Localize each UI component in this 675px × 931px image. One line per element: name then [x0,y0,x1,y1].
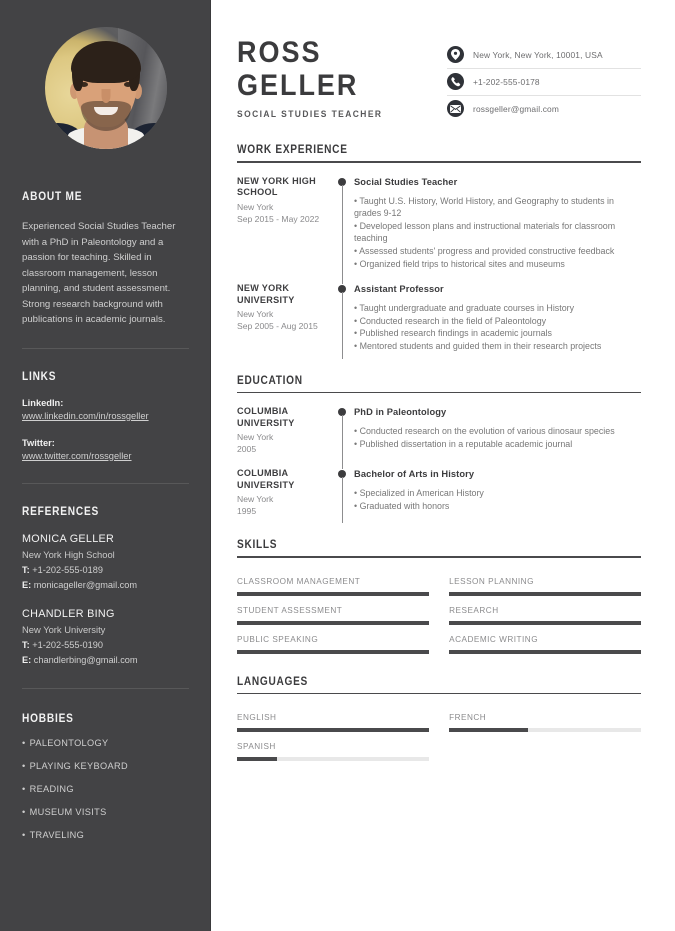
reference-email-label: E: [22,580,32,590]
about-text: Experienced Social Studies Teacher with a PhD in Paleontology and a passion for teaching. Skilled in classroom management, lesson planning, and student assessment. Strong research background with publications in academic journals. [22,221,176,325]
skills-heading: SKILLS [237,539,278,552]
link-url-linkedin[interactable]: www.linkedin.com/in/rossgeller [22,410,149,421]
hobby-label: PALEONTOLOGY [29,737,109,748]
reference-email-value: chandlerbing@gmail.com [33,655,138,665]
work-experience-section [237,144,641,353]
skill-bar-track [449,592,641,596]
language-label: SPANISH [237,742,276,752]
education-entry-dates: 2005 [237,444,257,455]
name-block [237,30,447,119]
portrait-illustration [45,27,167,149]
language-item [237,741,429,761]
language-bar-track [237,728,429,732]
reference-phone [22,564,189,578]
education-heading: EDUCATION [237,374,303,387]
section-rule [237,693,641,695]
references-section [22,506,189,668]
work-entry [237,283,641,352]
work-entry-role: Social Studies Teacher [354,176,458,187]
language-item [449,712,641,732]
skill-item [237,605,429,625]
hobby-item [22,807,189,817]
sidebar [0,0,211,931]
language-bar-fill [237,728,429,732]
last-name: GELLER [237,69,359,102]
divider [22,688,189,689]
languages-grid [237,703,641,761]
link-item-twitter [22,437,189,463]
hobby-item [22,738,189,748]
avatar [45,27,167,149]
about-section [22,191,189,328]
bullet-icon: • [22,760,26,771]
education-entry [237,468,641,517]
contact-row-address [447,42,641,69]
education-entry-location: New York [237,432,274,443]
language-item [237,712,429,732]
education-section [237,375,641,518]
work-entry-bullets [354,302,641,352]
reference-phone [22,639,189,653]
references-heading: REFERENCES [22,505,100,518]
link-url-twitter[interactable]: www.twitter.com/rossgeller [22,450,132,461]
timeline-marker [332,468,354,517]
skill-bar-fill [449,621,641,625]
about-heading: ABOUT ME [22,191,83,203]
timeline-line [342,292,343,358]
hobby-item [22,784,189,794]
education-entry-meta [237,406,332,455]
reference-item [22,532,189,593]
hobbies-heading: HOBBIES [22,712,74,725]
work-experience-heading: WORK EXPERIENCE [237,144,348,156]
skill-bar-fill [237,592,429,596]
link-item-linkedin [22,397,189,423]
work-entry-org: NEW YORK UNIVERSITY [237,283,295,305]
contact-address: New York, New York, 10001, USA [473,49,603,60]
languages-heading: LANGUAGES [237,675,309,688]
link-label: LinkedIn: [22,397,64,408]
first-name: ROSS [237,36,322,69]
skills-grid [237,567,641,654]
bullet: • Taught U.S. History, World History, and Geography to students in grades 9-12 [354,195,614,219]
education-entry-degree: Bachelor of Arts in History [354,469,475,480]
contact-row-email [447,96,641,122]
job-title: SOCIAL STUDIES TEACHER [237,108,383,119]
contact-row-phone [447,69,641,96]
bullet: • Taught undergraduate and graduate courses in History [354,303,575,314]
work-entry-dates: Sep 2005 - Aug 2015 [237,321,318,332]
language-bar-track [449,728,641,732]
reference-org: New York University [22,623,106,635]
bullet: • Mentored students and guided them in their research projects [354,340,602,351]
reference-email-label: E: [22,655,32,665]
skill-label: STUDENT ASSESSMENT [237,605,343,615]
divider [22,483,189,484]
skill-label: LESSON PLANNING [449,576,534,586]
bullet-icon: • [22,783,26,794]
contact-phone: +1-202-555-0178 [473,76,540,87]
bullet: • Specialized in American History [354,488,484,499]
envelope-icon [447,100,464,117]
reference-org: New York High School [22,548,115,560]
language-bar-track [237,757,429,761]
languages-section [237,676,641,762]
bullet-icon: • [22,806,26,817]
resume-header [237,30,641,122]
hobbies-section [22,713,189,840]
skill-item [237,634,429,654]
bullet: • Organized field trips to historical sites and museums [354,258,565,269]
skill-label: ACADEMIC WRITING [449,634,539,644]
reference-email [22,579,189,593]
reference-email [22,654,189,668]
education-entry-org: COLUMBIA UNIVERSITY [237,406,295,428]
timeline-line [342,477,343,523]
skill-item [449,576,641,596]
section-rule [237,556,641,558]
contact-email: rossgeller@gmail.com [473,103,559,114]
timeline-line [342,415,343,469]
timeline-marker [332,283,354,352]
work-entry-location: New York [237,201,274,212]
education-entry-degree: PhD in Paleontology [354,407,447,418]
hobby-label: READING [29,783,74,794]
skill-bar-track [237,621,429,625]
contact-block [447,30,641,122]
language-label: ENGLISH [237,713,277,723]
skill-bar-track [449,650,641,654]
timeline-marker [332,176,354,271]
divider [22,348,189,349]
education-entry-body [354,406,641,455]
skill-item [449,634,641,654]
work-entry-body [354,176,641,271]
language-label: FRENCH [449,713,487,723]
education-entry-bullets [354,425,641,450]
skills-section [237,539,641,654]
link-label: Twitter: [22,437,55,448]
skill-bar-fill [237,650,429,654]
links-heading: LINKS [22,370,57,383]
bullet: • Graduated with honors [354,500,450,511]
bullet: • Conducted research in the field of Paleontology [354,315,547,326]
education-entry-location: New York [237,494,274,505]
skill-label: PUBLIC SPEAKING [237,634,319,644]
skill-bar-fill [449,592,641,596]
work-entry-meta [237,283,332,352]
bullet-icon: • [22,737,26,748]
hobby-label: PLAYING KEYBOARD [29,760,128,771]
bullet: • Published research findings in academic journals [354,328,552,339]
work-entry-body [354,283,641,352]
section-rule [237,392,641,394]
education-entry-bullets [354,487,641,512]
skill-item [237,576,429,596]
education-entry-dates: 1995 [237,506,257,517]
work-entry-org: NEW YORK HIGH SCHOOL [237,175,317,198]
language-bar-fill [237,757,277,761]
skill-bar-fill [237,621,429,625]
education-entry-body [354,468,641,517]
bullet: • Conducted research on the evolution of various dinosaur species [354,426,615,437]
education-entry-meta [237,468,332,517]
links-section [22,371,189,463]
language-bar-fill [449,728,528,732]
education-entry-org: COLUMBIA UNIVERSITY [237,468,295,490]
reference-name: CHANDLER BING [22,607,115,620]
work-entry-dates: Sep 2015 - May 2022 [237,213,320,224]
hobby-label: TRAVELING [29,829,85,840]
location-pin-icon [447,46,464,63]
bullet: • Assessed students' progress and provided constructive feedback [354,245,615,256]
reference-email-value: monicageller@gmail.com [33,580,138,590]
hobby-label: MUSEUM VISITS [29,806,107,817]
reference-phone-value: +1-202-555-0189 [32,564,103,575]
education-entry [237,406,641,455]
main-content [211,0,675,931]
skill-label: RESEARCH [449,605,499,615]
phone-icon [447,73,464,90]
skill-bar-track [237,650,429,654]
reference-phone-value: +1-202-555-0190 [32,639,103,650]
section-rule [237,161,641,163]
skill-label: CLASSROOM MANAGEMENT [237,576,361,586]
hobby-item [22,830,189,840]
work-entry-location: New York [237,309,274,320]
reference-item [22,607,189,668]
skill-bar-track [237,592,429,596]
timeline-line [342,185,343,285]
timeline-marker [332,406,354,455]
reference-phone-label: T: [22,564,30,575]
skill-bar-track [449,621,641,625]
work-entry-meta [237,176,332,271]
skill-bar-fill [449,650,641,654]
reference-name: MONICA GELLER [22,532,115,545]
bullet-icon: • [22,829,26,840]
work-entry [237,176,641,271]
bullet: • Published dissertation in a reputable academic journal [354,438,573,449]
skill-item [449,605,641,625]
work-entry-bullets [354,195,641,271]
work-entry-role: Assistant Professor [354,284,444,295]
reference-phone-label: T: [22,639,30,650]
hobby-item [22,761,189,771]
bullet: • Developed lesson plans and instructional materials for classroom teaching [354,220,616,244]
